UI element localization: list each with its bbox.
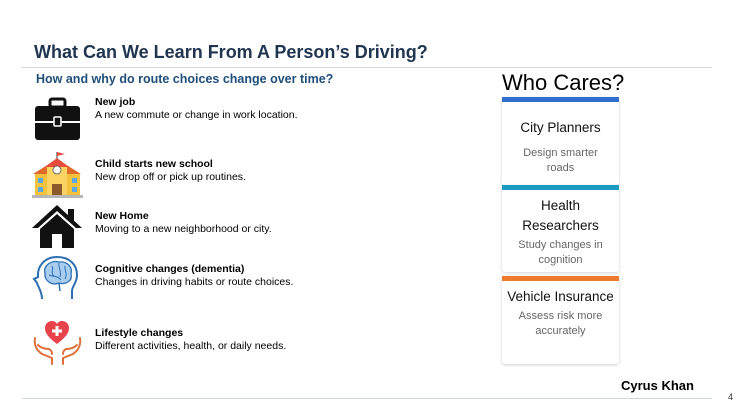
reason-heading: New job [95, 96, 136, 108]
footer-divider [22, 398, 712, 399]
card-description: Study changes in cognition [518, 239, 603, 266]
stakeholder-card-vehicle-insurance [502, 276, 619, 364]
page-title: What Can We Learn From A Person’s Driving? [34, 42, 428, 62]
reason-description: Different activities, health, or daily needs. [95, 340, 287, 352]
reason-item-cognitive-changes [30, 253, 470, 303]
reason-item-new-home [30, 202, 470, 252]
reason-heading: Lifestyle changes [95, 327, 184, 339]
heart-hands-icon [30, 318, 85, 368]
card-title: Vehicle Insurance [507, 289, 614, 304]
stakeholder-card-city-planners [502, 97, 619, 185]
page-number: 4 [728, 392, 734, 402]
card-description: Assess risk more accurately [518, 310, 603, 337]
card-description: Design smarter roads [523, 147, 598, 174]
reason-description: Changes in driving habits or route choices. [95, 276, 294, 288]
school-icon [30, 150, 85, 200]
page-subtitle: How and why do route choices change over time? [36, 72, 334, 86]
reason-description: A new commute or change in work location. [95, 109, 298, 121]
brain-head-icon [30, 253, 85, 303]
reason-item-new-job [30, 96, 470, 146]
who-cares-heading: Who Cares? [502, 70, 625, 95]
reason-heading: Cognitive changes (dementia) [95, 263, 245, 275]
reason-description: Moving to a new neighborhood or city. [95, 223, 272, 235]
card-title: Health Researchers [522, 198, 599, 233]
stakeholder-card-health-researchers [502, 185, 619, 272]
card-accent-bar [502, 97, 619, 102]
briefcase-icon [30, 96, 85, 146]
reason-description: New drop off or pick up routines. [95, 171, 246, 183]
author-name: Cyrus Khan [621, 378, 694, 393]
card-accent-bar [502, 185, 619, 190]
reason-item-new-school [30, 150, 470, 200]
card-accent-bar [502, 276, 619, 281]
title-divider [22, 67, 712, 68]
reason-heading: New Home [95, 210, 149, 222]
reason-item-lifestyle-changes [30, 318, 470, 368]
reason-heading: Child starts new school [95, 158, 213, 170]
house-icon [30, 202, 85, 252]
card-title: City Planners [520, 120, 601, 135]
